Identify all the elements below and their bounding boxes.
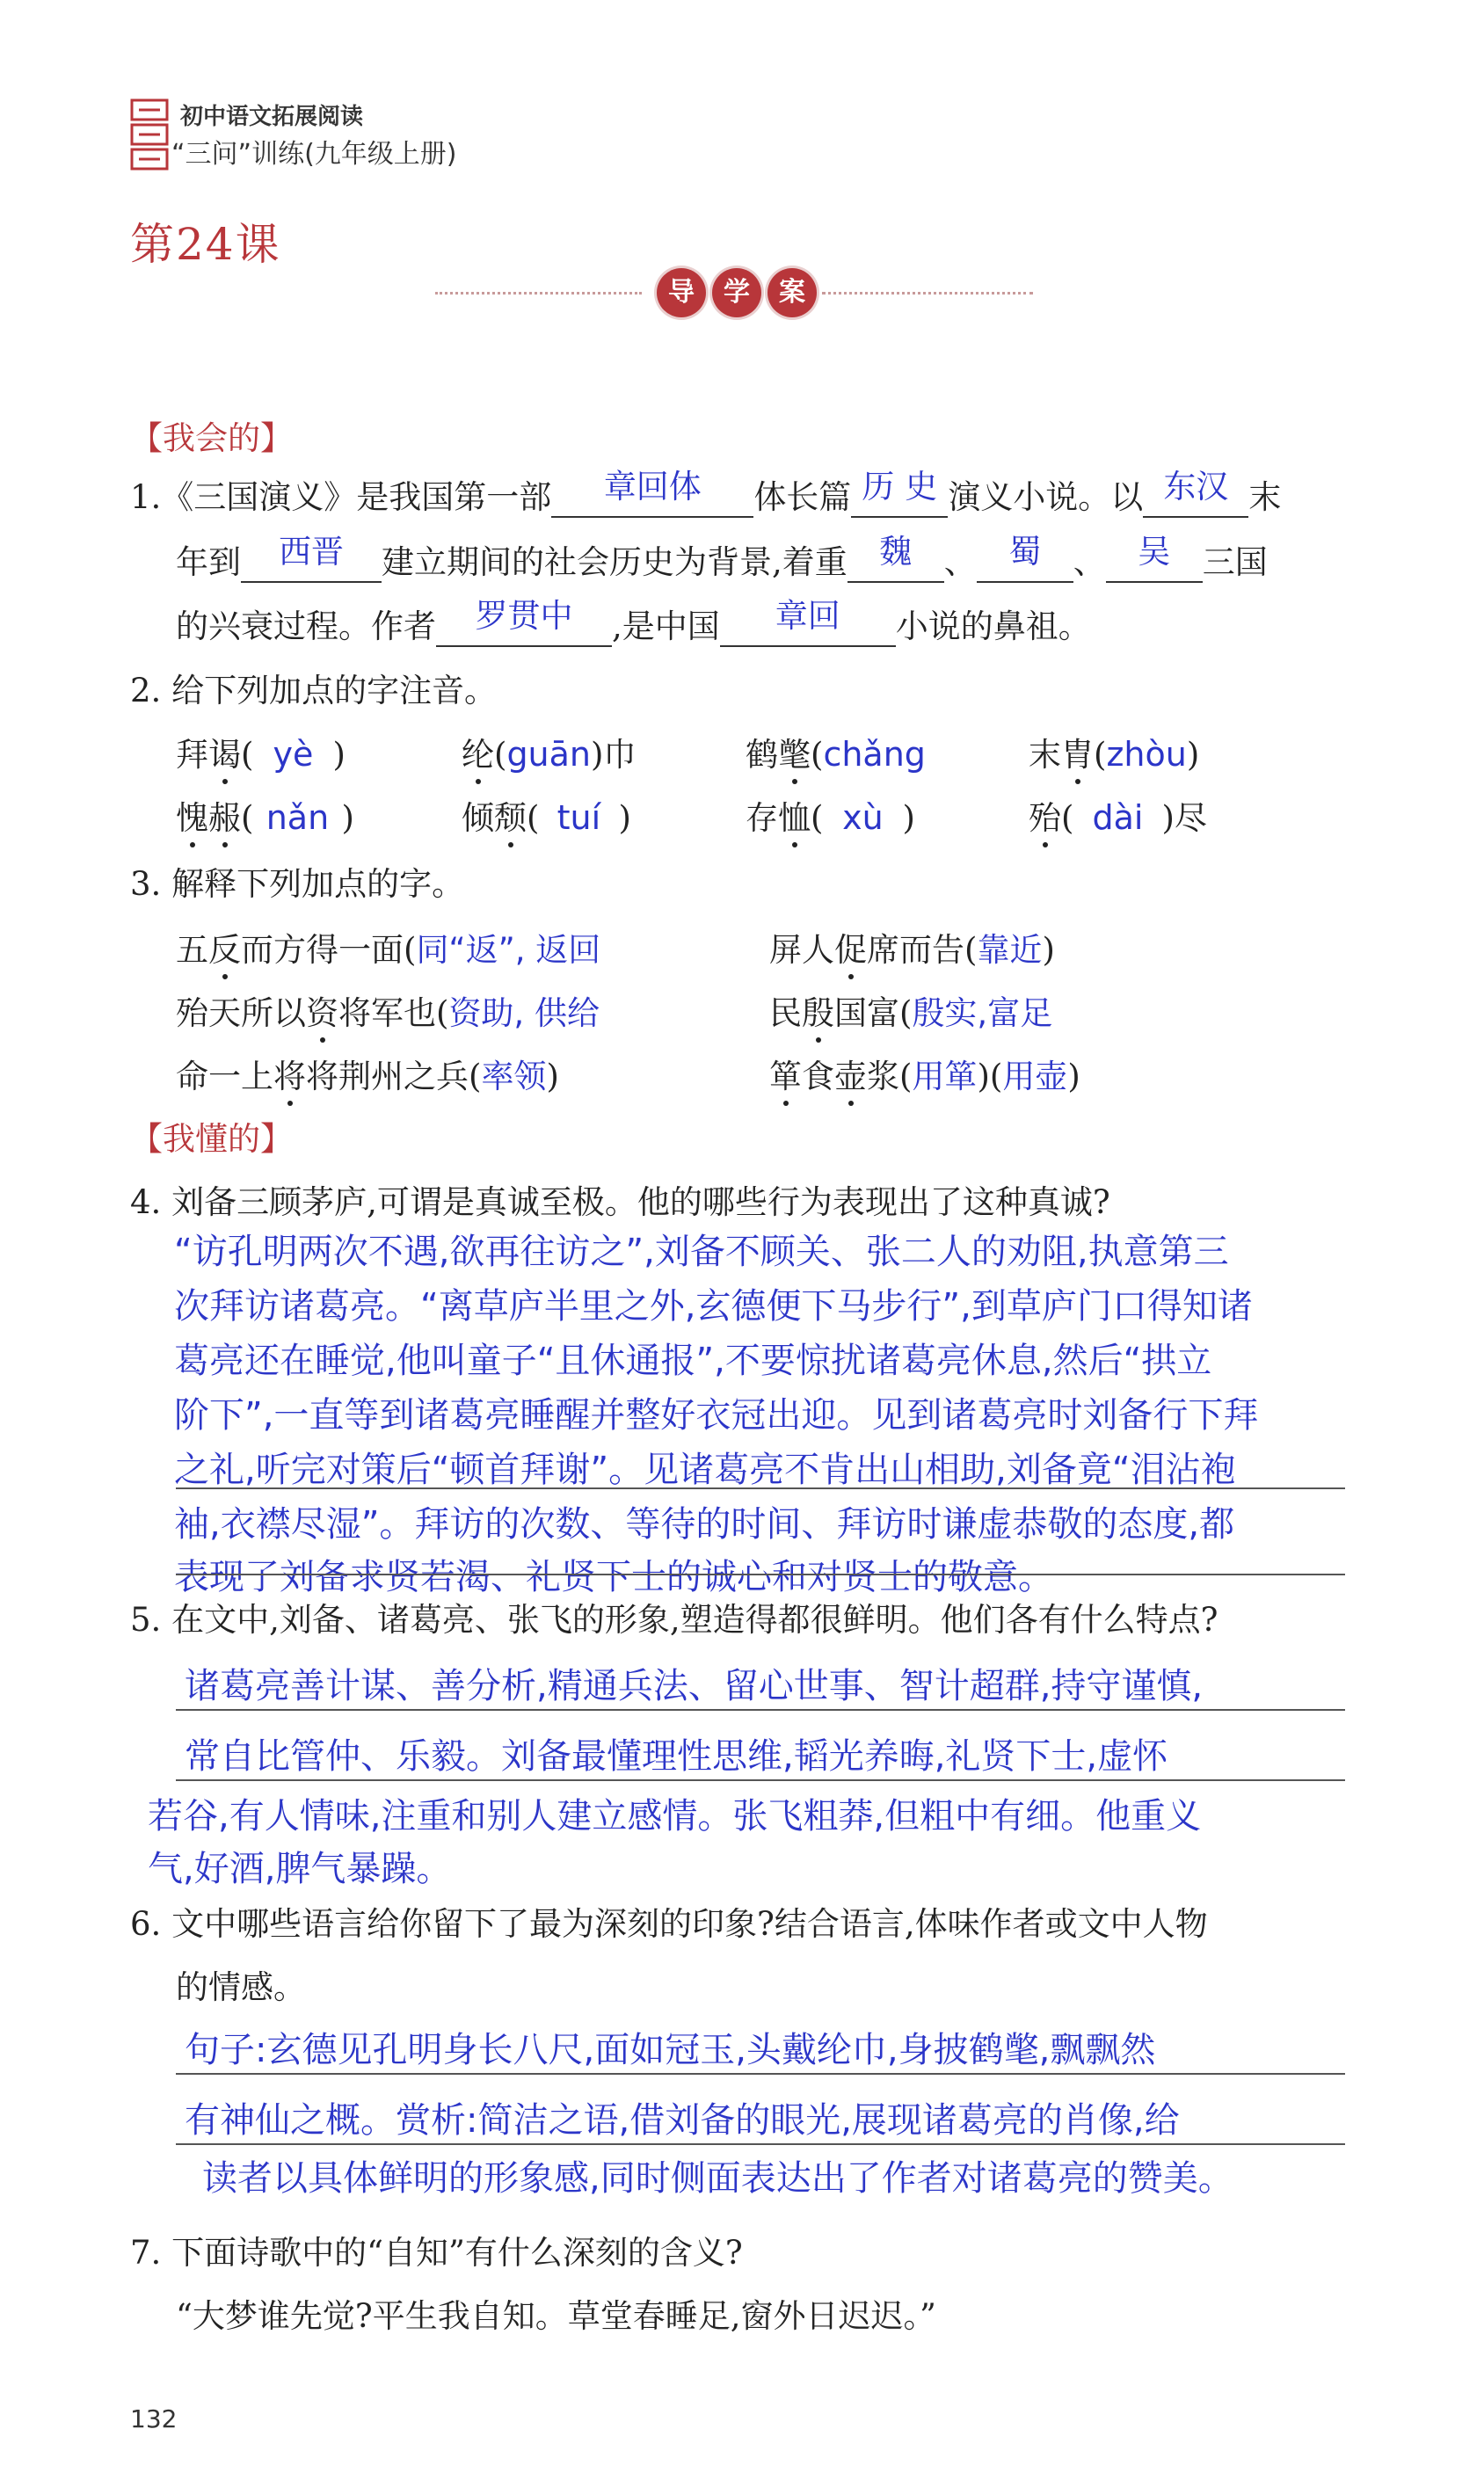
pinyin-item: 存恤( xù ) xyxy=(746,798,915,837)
question-4-prompt: 4. 刘备三顾茅庐,可谓是真诚至极。他的哪些行为表现出了这种真诚? xyxy=(130,1183,1110,1221)
banner-divider-left xyxy=(435,292,642,295)
answer-blank: 西晋 xyxy=(279,533,344,571)
answer-line: 气,好酒,脾气暴躁。 xyxy=(148,1849,452,1889)
page-number: 132 xyxy=(130,2404,178,2433)
question-1-line-2: 年到 西晋 建立期间的社会历史为背景,着重 魏 、 蜀 、 吴 三国 xyxy=(176,533,1268,581)
series-title: 初中语文拓展阅读 xyxy=(180,104,364,130)
answer-blank: 吴 xyxy=(1138,533,1171,571)
answer-rule xyxy=(176,1574,1345,1575)
answer-line: 次拜访诸葛亮。“离草庐半里之外,玄德便下马步行”,到草庐门口得知诸 xyxy=(174,1286,1253,1327)
answer-line: 阶下”,一直等到诸葛亮睡醒并整好衣冠出迎。见到诸葛亮时刘备行下拜 xyxy=(174,1395,1259,1436)
answer-line: 之礼,听完对策后“顿首拜谢”。见诸葛亮不肯出山相助,刘备竟“泪沾袍 xyxy=(174,1450,1236,1490)
pinyin-item: 倾颓( tuí ) xyxy=(462,798,631,837)
answer-blank: 历 史 xyxy=(862,468,938,505)
banner-seal-3: 案 xyxy=(767,268,817,317)
book-title: “三问”训练(九年级上册) xyxy=(171,139,457,170)
answer-line: 表现了刘备求贤若渴、礼贤下士的诚心和对贤士的敬意。 xyxy=(174,1557,1053,1597)
poem-line: “大梦谁先觉?平生我自知。草堂春睡足,窗外日迟迟。” xyxy=(176,2297,936,2335)
book-logo-icon xyxy=(130,98,169,171)
answer-line: 袖,衣襟尽湿”。拜访的次数、等待的时间、拜访时谦虚恭敬的态度,都 xyxy=(174,1504,1235,1545)
answer-line: 葛亮还在睡觉,他叫童子“且休通报”,不要惊扰诸葛亮休息,然后“拱立 xyxy=(174,1341,1212,1381)
pinyin-item: 愧赧( nǎn ) xyxy=(176,798,354,837)
answer-line: 有神仙之概。赏析:简洁之语,借刘备的眼光,展现诸葛亮的肖像,给 xyxy=(185,2100,1180,2141)
explain-item: 命一上将将荆州之兵(率领) xyxy=(176,1058,559,1095)
question-1-line-1: 1.《三国演义》是我国第一部 章回体 体长篇 历 史 演义小说。以 东汉 末 xyxy=(130,468,1282,516)
question-3-prompt: 3. 解释下列加点的字。 xyxy=(130,865,465,903)
answer-rule xyxy=(176,2143,1345,2145)
section-heading-2: 【我懂的】 xyxy=(130,1120,293,1158)
section-heading-1: 【我会的】 xyxy=(130,419,293,457)
answer-blank: 章回体 xyxy=(603,468,702,505)
question-5-prompt: 5. 在文中,刘备、诸葛亮、张飞的形象,塑造得都很鲜明。他们各有什么特点? xyxy=(130,1601,1218,1639)
answer-blank: 魏 xyxy=(879,533,913,571)
pinyin-item: 殆( dài )尽 xyxy=(1029,798,1207,837)
question-6-prompt-cont: 的情感。 xyxy=(176,1968,306,2006)
answer-rule xyxy=(176,1487,1345,1489)
answer-rule xyxy=(176,1779,1345,1781)
question-7-prompt: 7. 下面诗歌中的“自知”有什么深刻的含义? xyxy=(130,2234,743,2272)
pinyin-item: 末胄(zhòu) xyxy=(1029,735,1200,774)
explain-item: 箪食壶浆(用箪)(用壶) xyxy=(769,1058,1080,1095)
lesson-title: 第24课 xyxy=(130,219,281,270)
question-2-prompt: 2. 给下列加点的字注音。 xyxy=(130,672,498,709)
explain-item: 屏人促席而告(靠近) xyxy=(769,931,1055,969)
pinyin-item: 纶(guān)巾 xyxy=(462,735,637,774)
answer-blank: 章回 xyxy=(775,597,840,635)
answer-line: 读者以具体鲜明的形象感,同时侧面表达出了作者对诸葛亮的赞美。 xyxy=(202,2158,1233,2199)
banner-seal-1: 导 xyxy=(657,268,706,317)
answer-line: 常自比管仲、乐毅。刘备最懂理性思维,韬光养晦,礼贤下士,虚怀 xyxy=(185,1736,1168,1777)
question-1-line-3: 的兴衰过程。作者 罗贯中 ,是中国 章回 小说的鼻祖。 xyxy=(176,597,1091,645)
answer-rule xyxy=(176,1709,1345,1711)
explain-item: 五反而方得一面(同“返”, 返回 xyxy=(176,931,601,969)
pinyin-item: 拜谒( yè ) xyxy=(176,735,346,774)
answer-line: “访孔明两次不遇,欲再往访之”,刘备不顾关、张二人的劝阻,执意第三 xyxy=(174,1232,1229,1272)
answer-rule xyxy=(176,2073,1345,2075)
answer-blank: 蜀 xyxy=(1008,533,1042,571)
explain-item: 民殷国富(殷实,富足 xyxy=(769,994,1053,1032)
question-6-prompt: 6. 文中哪些语言给你留下了最为深刻的印象?结合语言,体味作者或文中人物 xyxy=(130,1905,1208,1943)
pinyin-item: 鹤氅(chǎng xyxy=(746,735,926,774)
answer-blank: 罗贯中 xyxy=(475,597,573,635)
explain-item: 殆天所以资将军也(资助, 供给 xyxy=(176,994,600,1032)
answer-line: 若谷,有人情味,注重和别人建立感情。张飞粗莽,但粗中有细。他重义 xyxy=(148,1796,1202,1836)
banner-divider-right xyxy=(822,292,1033,295)
answer-line: 句子:玄德见孔明身长八尺,面如冠玉,头戴纶巾,身披鹤氅,飘飘然 xyxy=(185,2030,1156,2070)
banner-seal-2: 学 xyxy=(712,268,761,317)
answer-line: 诸葛亮善计谋、善分析,精通兵法、留心世事、智计超群,持守谨慎, xyxy=(185,1666,1204,1706)
answer-blank: 东汉 xyxy=(1163,468,1229,505)
